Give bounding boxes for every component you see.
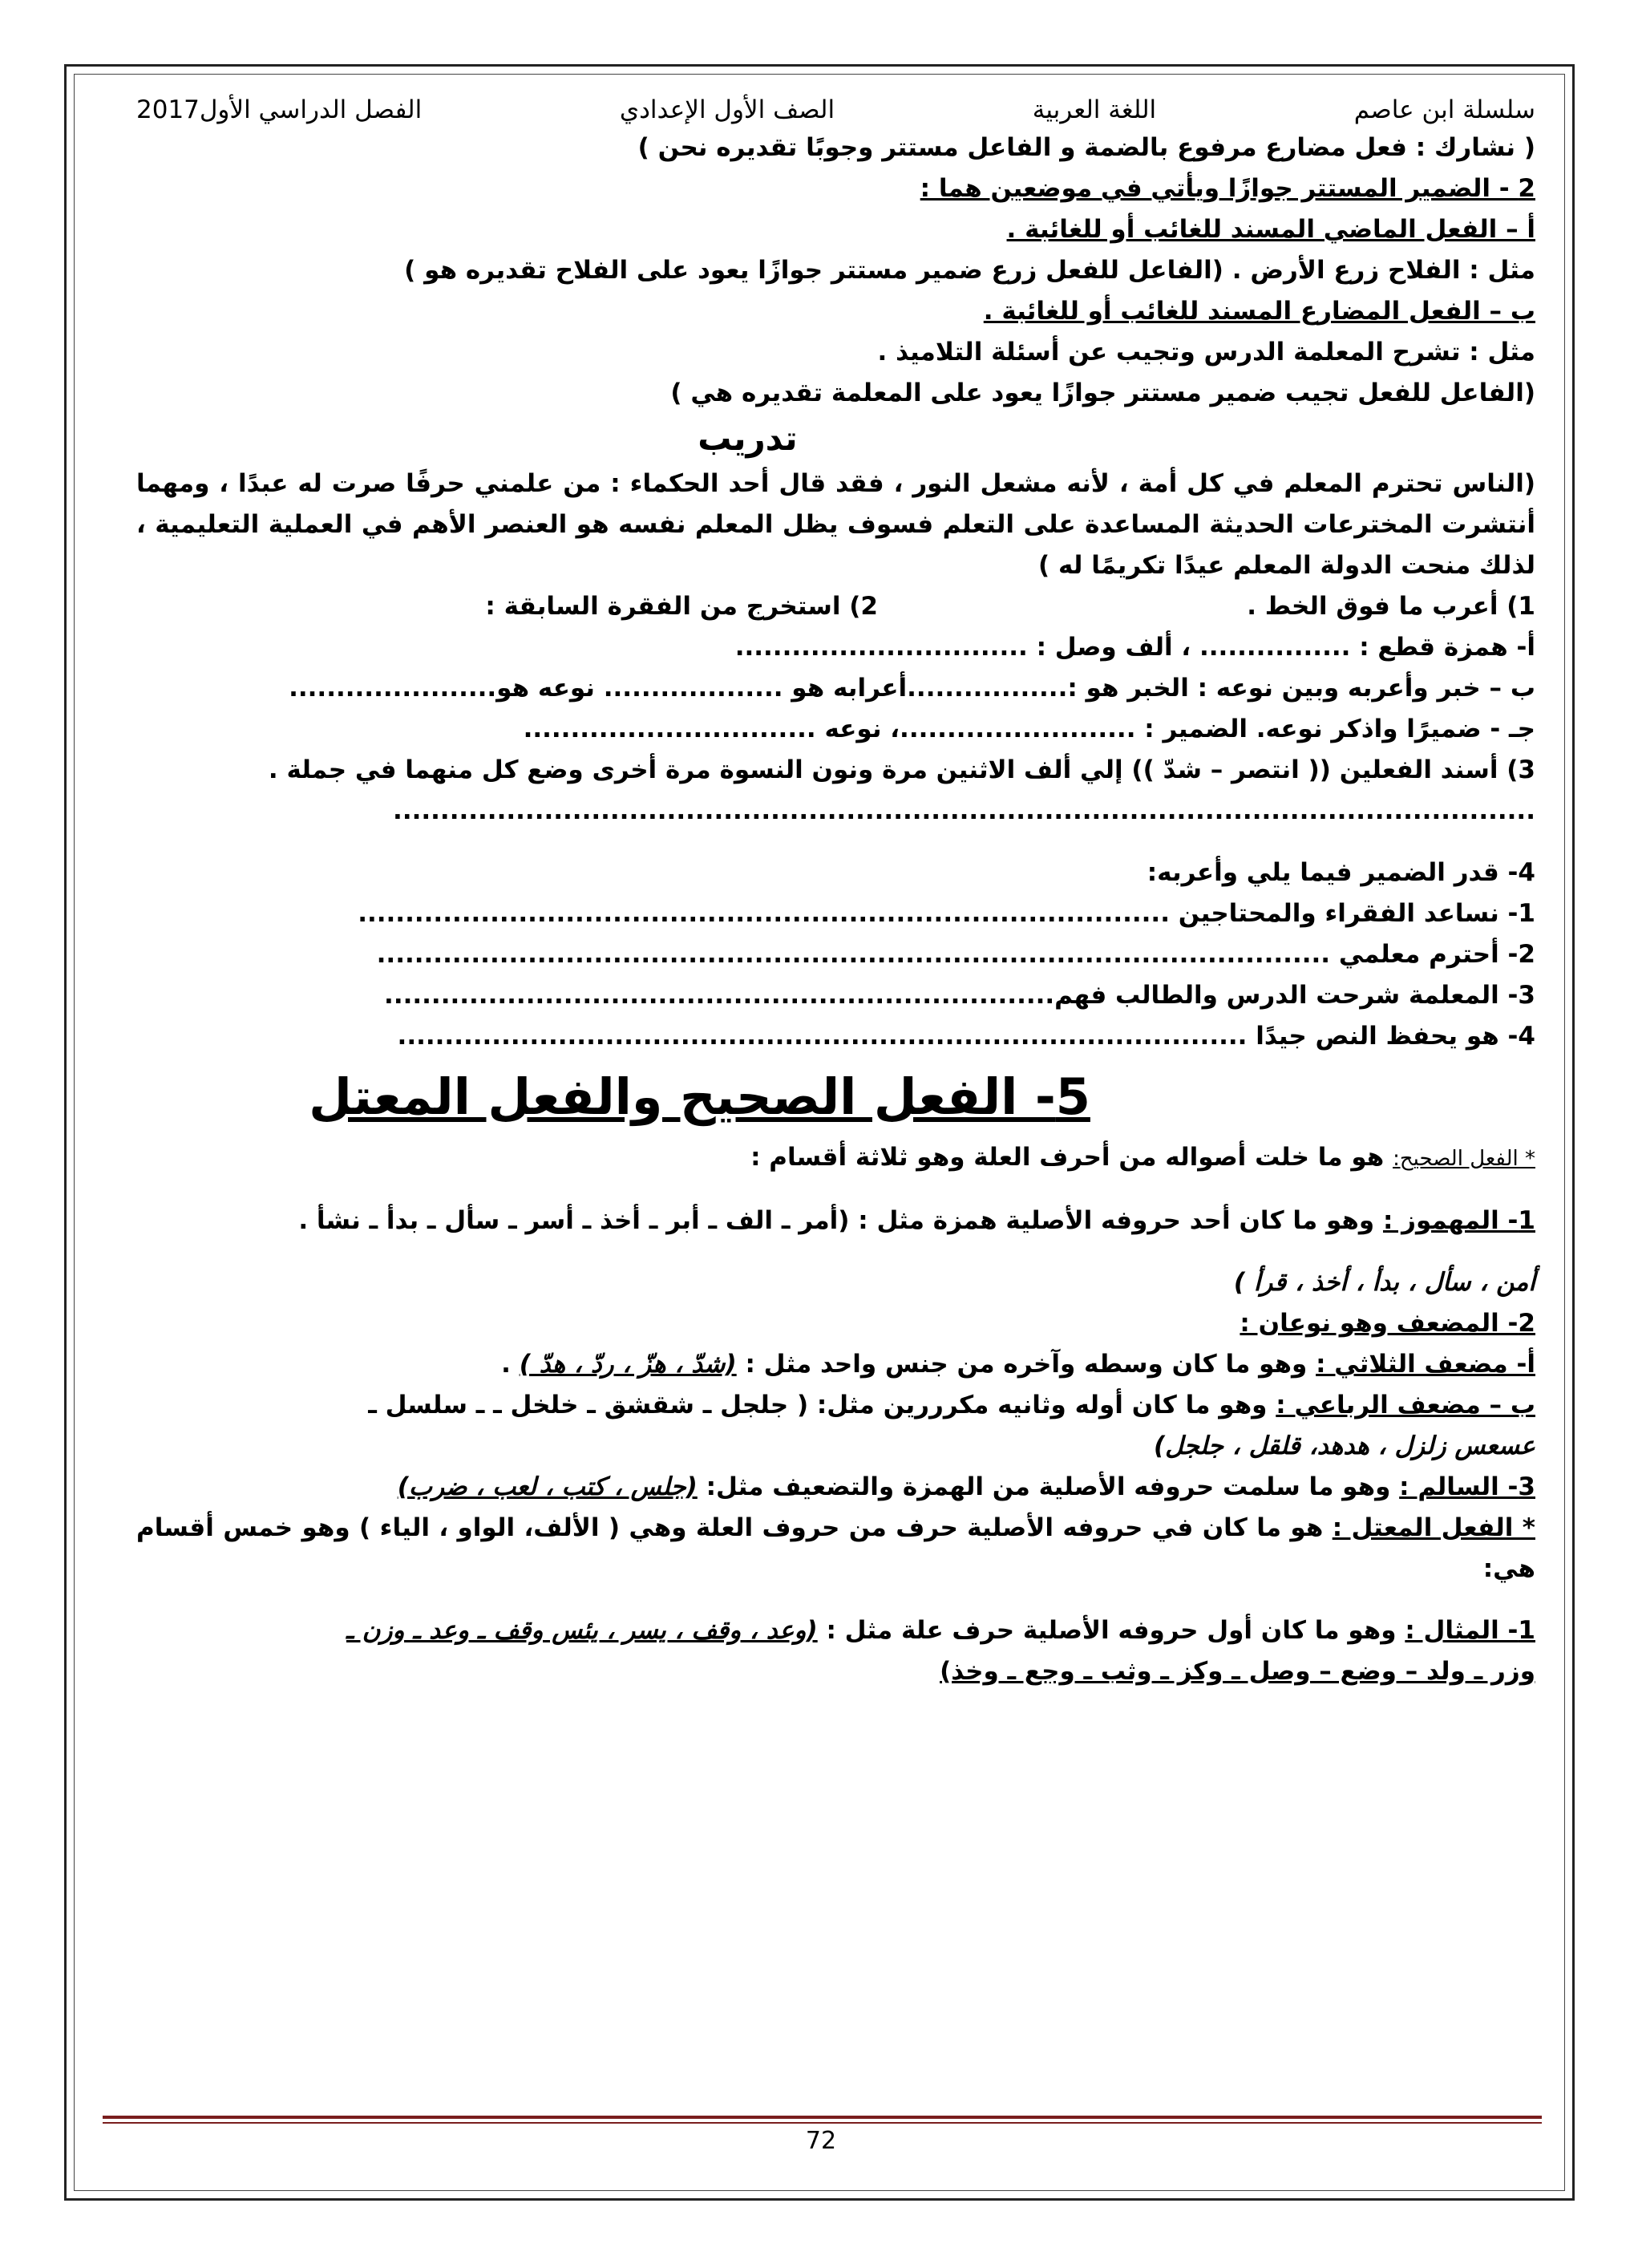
mahmouz-label: 1- المهموز : (1382, 1206, 1535, 1235)
page-header (136, 92, 1535, 128)
mithal-label: 1- المثال : (1405, 1616, 1535, 1645)
example-farmer: مثل : الفلاح زرع الأرض . (الفاعل للفعل زرع ضمير مستتر جوازًا يعود على الفلاح تقديره هو ) (404, 256, 1535, 285)
question-2: 2) استخرج من الفقرة السابقة : (485, 592, 878, 621)
question-4-item-4: 4- هو يحفظ النص جيدًا .......................................................................................... (397, 1022, 1535, 1051)
document-page (136, 92, 1535, 2161)
mutal-label: * الفعل المعتل : (1332, 1513, 1535, 1542)
sahih-definition (136, 1137, 1535, 1180)
salim-definition (136, 1467, 1535, 1508)
question-4-item-3: 3- المعلمة شرحت الدرس والطالب فهم....................................................................... (384, 981, 1535, 1010)
mahmouz-text: وهو ما كان أحد حروفه الأصلية همزة مثل : (أمر ـ الف ـ أبر ـ أخذ ـ أسر ـ سأل ـ بدأ ـ نشأ . (298, 1206, 1383, 1235)
mithal-examples: (وعد ، وقف ، يسر ، يئس وقف ـ وعد ـ وزن ـ (346, 1616, 818, 1645)
header-subject: اللغة العربية (1032, 95, 1157, 124)
salim-examples: (جلس ، كتب ، لعب ، ضرب) (397, 1472, 698, 1501)
mutal-text: هو ما كان في حروفه الأصلية حرف من حروف العلة وهي ( الألف، الواو ، الياء ) وهو خمس أقسام هي: (136, 1513, 1535, 1583)
mithal-text: وهو ما كان أول حروفه الأصلية حرف علة مثل : (817, 1616, 1405, 1645)
question-4: 4- قدر الضمير فيما يلي وأعربه: (1147, 858, 1535, 887)
training-paragraph: (الناس تحترم المعلم في كل أمة ، لأنه مشعل النور ، فقد قال أحد الحكماء : من علمني حرفًا صرت له عبدًا ، ومهما أنتشرت المخترعات الحديثة المساعدة على التعلم فسوف يظل المعلم نفسه هو العنصر الأهم في العملية التعليمية ، لذلك منحت الدولة المعلم عيدًا تكريمًا له ) (136, 469, 1535, 580)
header-grade: الصف الأول الإعدادي (619, 95, 835, 124)
subheading-present-verb: ب – الفعل المضارع المسند للغائب أو للغائبة . (983, 297, 1535, 326)
mudaaf-thulathi: أ- مضعف الثلاثي : وهو ما كان وسطه وآخره من جنس واحد مثل : (شدّ ، هزّ ، ردّ ، هدّ ) . (501, 1350, 1535, 1379)
mudaaf-thulathi-label: أ- مضعف الثلاثي : (1316, 1350, 1535, 1379)
mithal-definition (136, 1610, 1535, 1651)
heading-hidden-pronoun: 2 - الضمير المستتر جوازًا ويأتي في موضعين هما : (920, 174, 1535, 203)
mutal-definition (136, 1508, 1535, 1590)
question-1: 1) أعرب ما فوق الخط . (1247, 592, 1535, 621)
mudaaf-rubai (136, 1385, 1535, 1426)
mudaaf-rubai-text: وهو ما كان أوله وثانيه مكرررين مثل: ( جلجل ـ شقشق ـ خلخل ـ ـ سلسل ـ (368, 1391, 1276, 1420)
subheading-past-verb: أ – الفعل الماضي المسند للغائب أو للغائبة . (1006, 215, 1535, 244)
lesson-title: 5- الفعل الصحيح والفعل المعتل (309, 1067, 1090, 1126)
example-teacher-note: (الفاعل للفعل تجيب ضمير مستتر جوازًا يعود على المعلمة تقديره هي ) (670, 379, 1535, 407)
footer-rule (103, 2116, 1542, 2119)
question-2c: جـ - ضميرًا واذكر نوعه. الضمير : .........................، نوعه ............................... (523, 715, 1535, 743)
header-term: الفصل الدراسي الأول2017 (136, 95, 423, 124)
question-4-item-2: 2- أحترم معلمي ..................................................................................................... (376, 940, 1535, 969)
question-3: 3) أسند الفعلين (( انتصر – شدّ )) إلي ألف الاثنين مرة ونون النسوة مرة أخرى وضع كل منهما في جملة . (268, 755, 1535, 784)
question-3-answer-dots: ......................................................................................................................... (393, 796, 1535, 825)
mithal-examples-continued: وزر ـ ولد – وضع – وصل ـ وكز ـ وثب ـ وجع ـ وخذ) (940, 1657, 1535, 1686)
mudaaf-thulathi-text: وهو ما كان وسطه وآخره من جنس واحد مثل : (736, 1350, 1316, 1379)
mahmouz-examples: أمن ، سأل ، بدأ ، أخذ ، قرأ ) (1233, 1268, 1535, 1297)
example-teacher: مثل : تشرح المعلمة الدرس وتجيب عن أسئلة التلاميذ . (877, 338, 1535, 367)
line-nusharik: ( نشارك : فعل مضارع مرفوع بالضمة و الفاعل مستتر وجوبًا تقديره نحن ) (637, 133, 1535, 162)
mudaaf-rubai-label: ب – مضعف الرباعي : (1276, 1391, 1535, 1420)
sahih-label: * الفعل الصحيح: (1393, 1147, 1535, 1171)
mudaaf-heading: 2- المضعف وهو نوعان : (1240, 1309, 1535, 1338)
mudaaf-thulathi-examples: (شدّ ، هزّ ، ردّ ، هدّ ) (519, 1350, 737, 1379)
question-4-item-1: 1- نساعد الفقراء والمحتاجين ...................................................................................... (358, 899, 1535, 928)
mahmouz-definition (136, 1201, 1535, 1241)
footer-rule-thin (103, 2122, 1542, 2124)
mudaaf-rubai-examples: عسعس زلزل ، هدهد، قلقل ، جلجل) (1153, 1432, 1535, 1460)
page-number: 72 (805, 2127, 837, 2155)
sahih-text: هو ما خلت أصواله من أحرف العلة وهو ثلاثة أقسام : (750, 1143, 1393, 1172)
salim-label: 3- السالم : (1399, 1472, 1535, 1501)
header-series: سلسلة ابن عاصم (1353, 95, 1535, 124)
question-2a: أ- همزة قطع : ................ ، ألف وصل : ............................... (734, 633, 1535, 662)
salim-text: وهو ما سلمت حروفه الأصلية من الهمزة والتضعيف مثل: (697, 1472, 1400, 1501)
training-title: تدريب (698, 419, 798, 458)
questions-row (136, 586, 1535, 627)
question-2b: ب – خبر وأعربه وبين نوعه : الخبر هو :.................أعرابه هو ................... نوعه هو...................... (289, 674, 1535, 703)
